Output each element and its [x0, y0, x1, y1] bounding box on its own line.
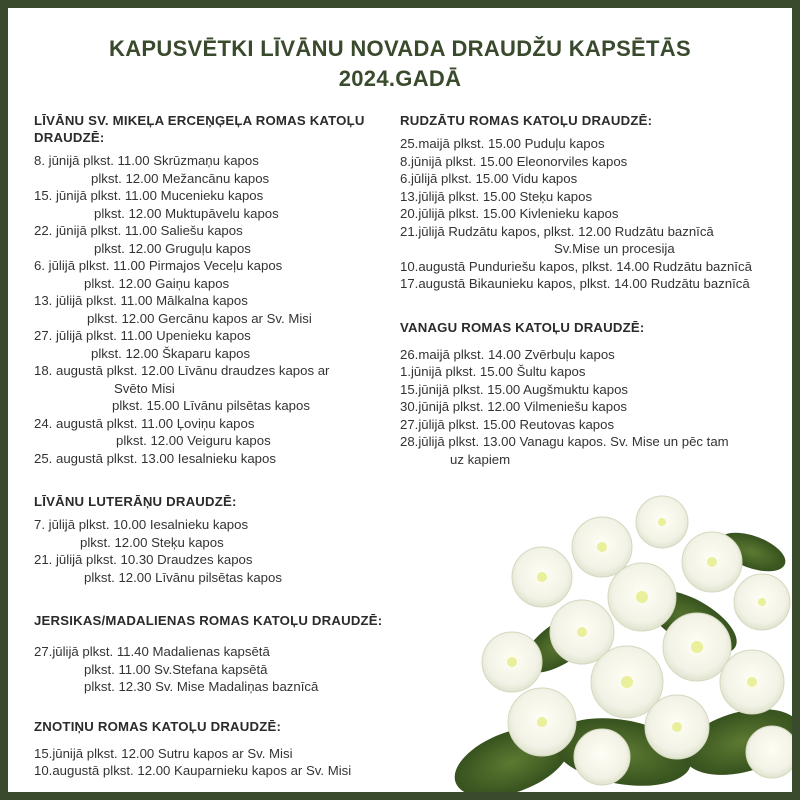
schedule-line: 27. jūlijā plkst. 11.00 Upenieku kapos	[34, 328, 251, 343]
white-flowers-image	[452, 492, 792, 792]
section-livani-catholic	[34, 112, 394, 467]
right-column	[400, 112, 792, 468]
schedule-line: plkst. 12.00 Līvānu pilsētas kapos	[84, 569, 282, 585]
schedule-line: 8.jūnijā plkst. 15.00 Eleonorviles kapos	[400, 153, 628, 169]
section-jersika-madaliena	[34, 612, 394, 696]
schedule-line: plkst. 12.00 Mežancānu kapos	[91, 170, 270, 186]
schedule-line: 25.maijā plkst. 15.00 Puduļu kapos	[400, 136, 605, 151]
schedule-line: 27.jūlijā plkst. 11.40 Madalienas kapsētā	[34, 644, 270, 659]
schedule-line: 13.jūlijā plkst. 15.00 Steķu kapos	[400, 188, 593, 204]
schedule-line: 6. jūlijā plkst. 11.00 Pirmajos Veceļu kapos	[34, 258, 283, 273]
schedule-line: plkst. 12.00 Škaparu kapos	[91, 345, 251, 361]
title-line-1: KAPUSVĒTKI LĪVĀNU NOVADA DRAUDŽU KAPSĒTĀS	[109, 36, 691, 61]
schedule-line: plkst. 11.00 Sv.Stefana kapsētā	[84, 661, 268, 677]
poster	[8, 8, 792, 792]
section-heading: ZNOTIŅU ROMAS KATOĻU DRAUDZĒ:	[34, 718, 282, 734]
schedule-line: 25. augustā plkst. 13.00 Iesalnieku kapos	[34, 450, 276, 466]
schedule-line: 17.augustā Bikaunieku kapos, plkst. 14.00 Rudzātu baznīcā	[400, 276, 750, 291]
schedule-line: plkst. 12.00 Gercānu kapos ar Sv. Misi	[87, 310, 312, 326]
schedule-line: Sv.Mise un procesija	[554, 241, 675, 256]
schedule-line: plkst. 12.00 Veiguru kapos	[116, 433, 271, 448]
left-column	[34, 112, 394, 780]
section-heading: LĪVĀNU LUTERĀŅU DRAUDZĒ:	[34, 494, 237, 509]
schedule-line: 15.jūnijā plkst. 15.00 Augšmuktu kapos	[400, 381, 628, 397]
schedule-line: plkst. 12.00 Steķu kapos	[80, 534, 224, 550]
schedule-line: 6.jūlijā plkst. 15.00 Vidu kapos	[400, 171, 578, 186]
section-heading: VANAGU ROMAS KATOĻU DRAUDZĒ:	[400, 319, 645, 335]
section-znotini	[34, 718, 394, 780]
schedule-line: 28.jūlijā plkst. 13.00 Vanagu kapos. Sv. Mise un pēc tam	[400, 434, 729, 449]
schedule-line: 7. jūlijā plkst. 10.00 Iesalnieku kapos	[34, 517, 249, 532]
schedule-line: plkst. 12.30 Sv. Mise Madaliņas baznīcā	[84, 679, 319, 694]
section-vanagi	[400, 319, 792, 469]
schedule-line: 26.maijā plkst. 14.00 Zvērbuļu kapos	[400, 346, 615, 362]
schedule-line: uz kapiem	[450, 451, 511, 467]
schedule-line: 15. jūnijā plkst. 11.00 Mucenieku kapos	[34, 188, 264, 203]
schedule-line: 30.jūnijā plkst. 12.00 Vilmeniešu kapos	[400, 399, 628, 414]
schedule-line: plkst. 12.00 Muktupāvelu kapos	[94, 205, 279, 221]
schedule-line: 13. jūlijā plkst. 11.00 Mālkalna kapos	[34, 293, 248, 308]
schedule-line: plkst. 15.00 Līvānu pilsētas kapos	[112, 398, 310, 413]
schedule-line: 10.augustā Punduriešu kapos, plkst. 14.00 Rudzātu baznīcā	[400, 258, 752, 274]
schedule-line: 21.jūlijā Rudzātu kapos, plkst. 12.00 Rudzātu baznīcā	[400, 223, 714, 239]
schedule-line: 1.jūnijā plkst. 15.00 Šultu kapos	[400, 364, 586, 379]
schedule-line: 20.jūlijā plkst. 15.00 Kivlenieku kapos	[400, 206, 619, 221]
schedule-line: plkst. 12.00 Gaiņu kapos	[84, 275, 230, 291]
section-rudzati	[400, 112, 792, 293]
schedule-line: 22. jūnijā plkst. 11.00 Saliešu kapos	[34, 223, 243, 238]
title-line-2: 2024.GADĀ	[338, 66, 462, 91]
section-heading: LĪVĀNU SV. MIKEĻA ERCEŅĢEĻA ROMAS KATOĻU DRAUDZĒ:	[34, 113, 365, 145]
schedule-line: 24. augustā plkst. 11.00 Ļoviņu kapos	[34, 415, 255, 431]
schedule-line: 8. jūnijā plkst. 11.00 Skrūzmaņu kapos	[34, 153, 259, 168]
schedule-line: 15.jūnijā plkst. 12.00 Sutru kapos ar Sv. Misi	[34, 745, 293, 761]
section-livani-lutheran	[34, 493, 394, 586]
schedule-line: 21. jūlijā plkst. 10.30 Draudzes kapos	[34, 552, 253, 567]
schedule-line: plkst. 12.00 Gruguļu kapos	[94, 240, 251, 256]
schedule-line: Svēto Misi	[114, 380, 175, 396]
schedule-line: 10.augustā plkst. 12.00 Kauparnieku kapos ar Sv. Misi	[34, 763, 352, 778]
schedule-line: 18. augustā plkst. 12.00 Līvānu draudzes kapos ar	[34, 363, 330, 378]
section-heading: RUDZĀTU ROMAS KATOĻU DRAUDZĒ:	[400, 113, 653, 128]
section-heading: JERSIKAS/MADALIENAS ROMAS KATOĻU DRAUDZĒ:	[34, 613, 383, 628]
schedule-line: 27.jūlijā plkst. 15.00 Reutovas kapos	[400, 416, 615, 432]
poster-title	[8, 34, 792, 94]
